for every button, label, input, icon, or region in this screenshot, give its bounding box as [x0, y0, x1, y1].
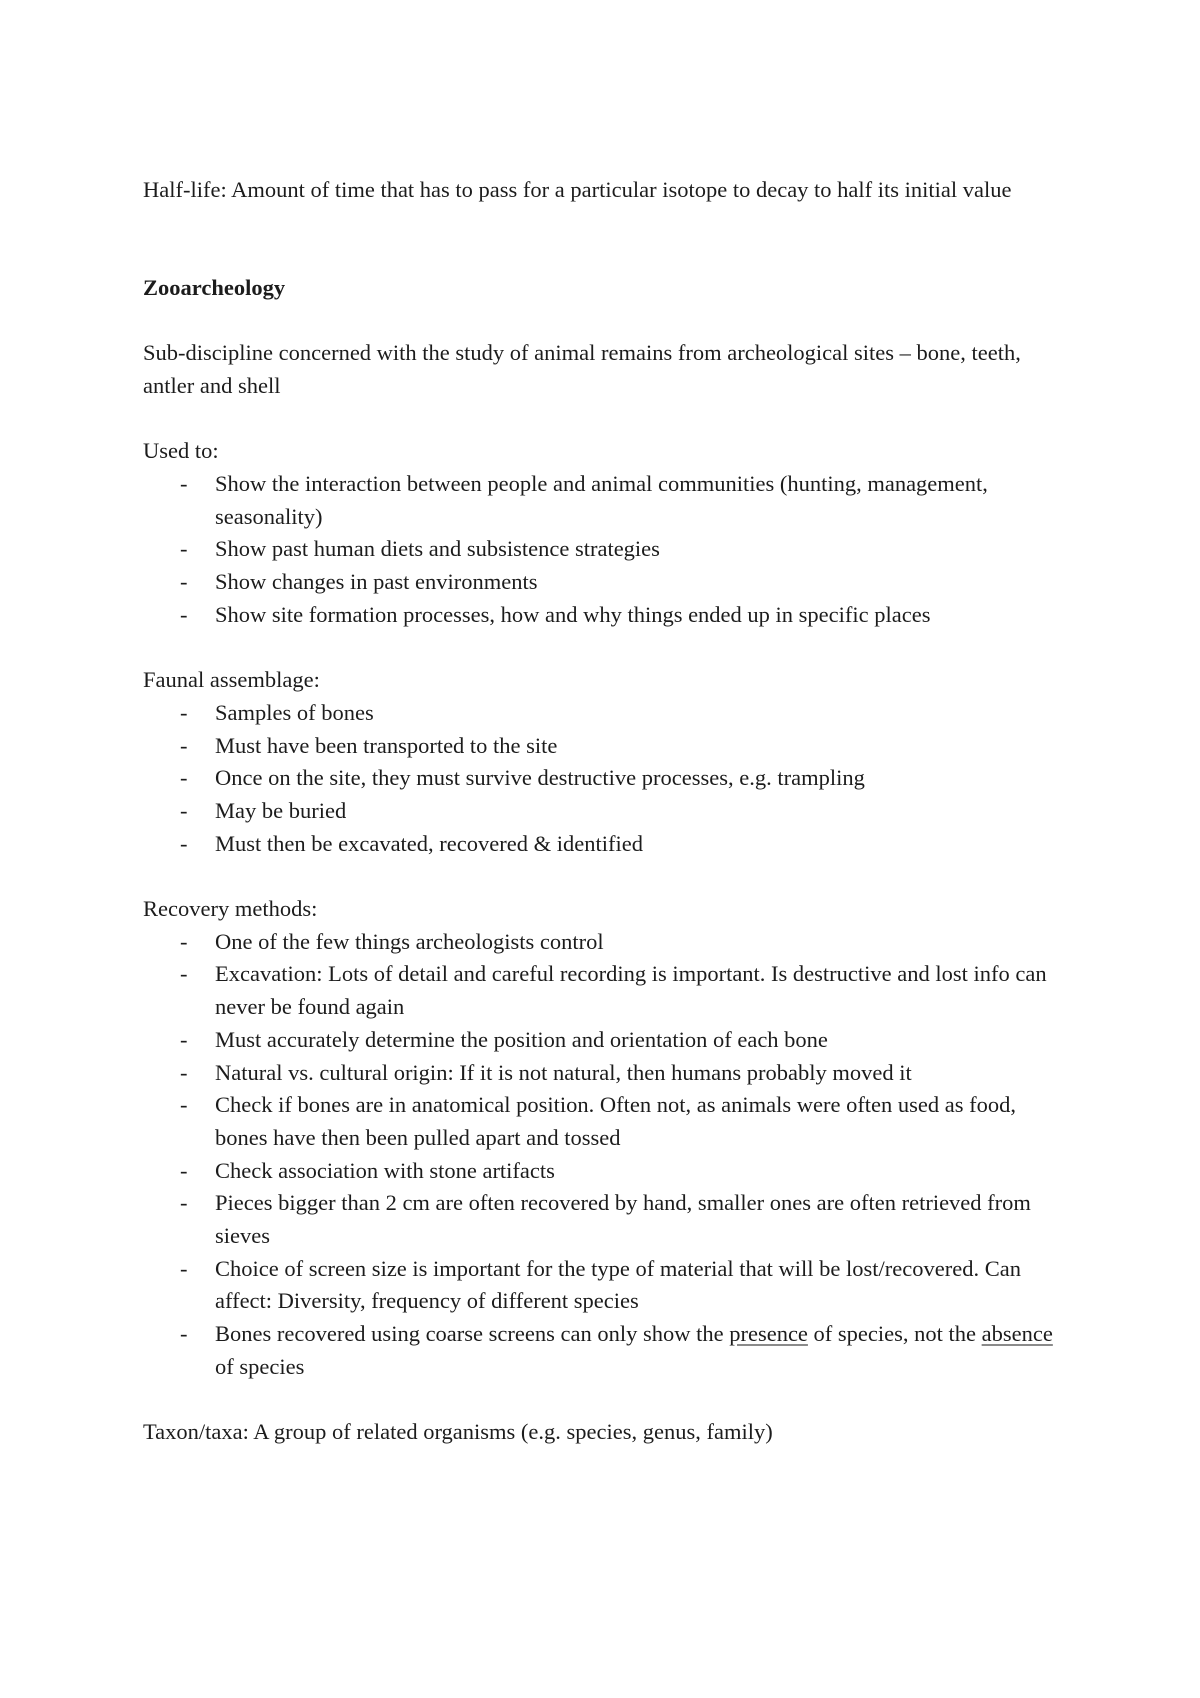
spacer	[143, 304, 1073, 337]
spacer	[143, 207, 1073, 272]
list-item-text: Check association with stone artifacts	[215, 1157, 555, 1183]
faunal-assemblage-list	[143, 697, 1073, 861]
list-item-text: Show changes in past environments	[215, 569, 538, 594]
list-item	[143, 958, 1073, 1023]
underlined-word-presence: presence	[729, 1321, 808, 1347]
list-item	[143, 468, 1073, 533]
dash-bullet: -	[180, 699, 188, 725]
used-to-label: Used to:	[143, 438, 219, 464]
list-item-text: Choice of screen size is important for the type of material that will be lost/recovered. Can affect: Diversity, frequency of different species	[215, 1255, 1021, 1314]
list-item-text: May be buried	[215, 797, 347, 823]
recovery-methods-label: Recovery methods:	[143, 896, 318, 921]
list-item	[143, 762, 1073, 795]
dash-bullet: -	[180, 1026, 188, 1052]
halflife-definition: Half-life: Amount of time that has to pass for a particular isotope to decay to half its initial value	[143, 177, 1012, 202]
list-item-text: Samples of bones	[215, 699, 374, 725]
list-item	[143, 697, 1073, 730]
document-page	[143, 174, 1073, 1449]
list-item	[143, 599, 1073, 632]
list-item-text: Natural vs. cultural origin: If it is not natural, then humans probably moved it	[215, 1059, 912, 1085]
dash-bullet: -	[180, 961, 188, 987]
dash-bullet: -	[180, 569, 188, 594]
taxon-definition: Taxon/taxa: A group of related organisms (e.g. species, genus, family)	[143, 1419, 773, 1445]
list-item	[143, 1024, 1073, 1057]
list-item-text: Pieces bigger than 2 cm are often recovered by hand, smaller ones are often retrieved from sieves	[215, 1190, 1031, 1249]
underlined-word-absence: absence	[981, 1321, 1053, 1347]
list-item-text: Check if bones are in anatomical position. Often not, as animals were often used as food, bones have then been pulled apart and tossed	[215, 1092, 1017, 1150]
dash-bullet: -	[180, 765, 188, 791]
list-item	[143, 926, 1073, 959]
list-item-text: One of the few things archeologists control	[215, 928, 604, 954]
dash-bullet: -	[180, 601, 188, 627]
used-to-list	[143, 468, 1073, 632]
list-item-text: Must have been transported to the site	[215, 732, 558, 758]
dash-bullet: -	[180, 1092, 188, 1118]
list-item-text: Show past human diets and subsistence strategies	[215, 536, 660, 562]
spacer	[143, 1384, 1073, 1417]
list-item-text: Excavation: Lots of detail and careful recording is important. Is destructive and lost info can never be found again	[215, 961, 1047, 1020]
dash-bullet: -	[180, 732, 188, 758]
list-item-text: Must then be excavated, recovered & identified	[215, 830, 643, 856]
dash-bullet: -	[180, 1190, 188, 1216]
dash-bullet: -	[180, 1321, 188, 1347]
list-item-text: Must accurately determine the position and orientation of each bone	[215, 1026, 828, 1052]
dash-bullet: -	[180, 797, 188, 823]
zooarcheology-definition: Sub-discipline concerned with the study of animal remains from archeological sites – bone, teeth, antler and shell	[143, 340, 1021, 398]
list-item-text: Show the interaction between people and animal communities (hunting, management, seasonality)	[215, 470, 988, 529]
spacer	[143, 403, 1073, 436]
list-item-text: of species, not the	[807, 1321, 982, 1347]
dash-bullet: -	[180, 928, 188, 954]
list-item	[143, 730, 1073, 763]
list-item-text: Show site formation processes, how and why things ended up in specific places	[215, 601, 931, 627]
faunal-assemblage-label: Faunal assemblage:	[143, 667, 320, 693]
dash-bullet: -	[180, 1059, 188, 1085]
section-heading-zooarcheology: Zooarcheology	[143, 274, 286, 300]
dash-bullet: -	[180, 536, 188, 562]
list-item	[143, 566, 1073, 599]
list-item	[143, 1155, 1073, 1188]
list-item	[143, 1057, 1073, 1090]
dash-bullet: -	[180, 1157, 188, 1183]
list-item	[143, 533, 1073, 566]
list-item-text: of species	[215, 1353, 305, 1379]
spacer	[143, 860, 1073, 893]
list-item	[143, 1089, 1073, 1154]
list-item-text: Once on the site, they must survive destructive processes, e.g. trampling	[215, 765, 865, 791]
dash-bullet: -	[180, 470, 188, 496]
dash-bullet: -	[180, 830, 188, 856]
list-item	[143, 1318, 1073, 1383]
recovery-methods-list	[143, 926, 1073, 1384]
spacer	[143, 631, 1073, 664]
list-item-text: Bones recovered using coarse screens can only show the	[215, 1321, 730, 1347]
list-item	[143, 795, 1073, 828]
dash-bullet: -	[180, 1255, 188, 1281]
list-item	[143, 1253, 1073, 1318]
list-item	[143, 828, 1073, 861]
list-item	[143, 1187, 1073, 1252]
